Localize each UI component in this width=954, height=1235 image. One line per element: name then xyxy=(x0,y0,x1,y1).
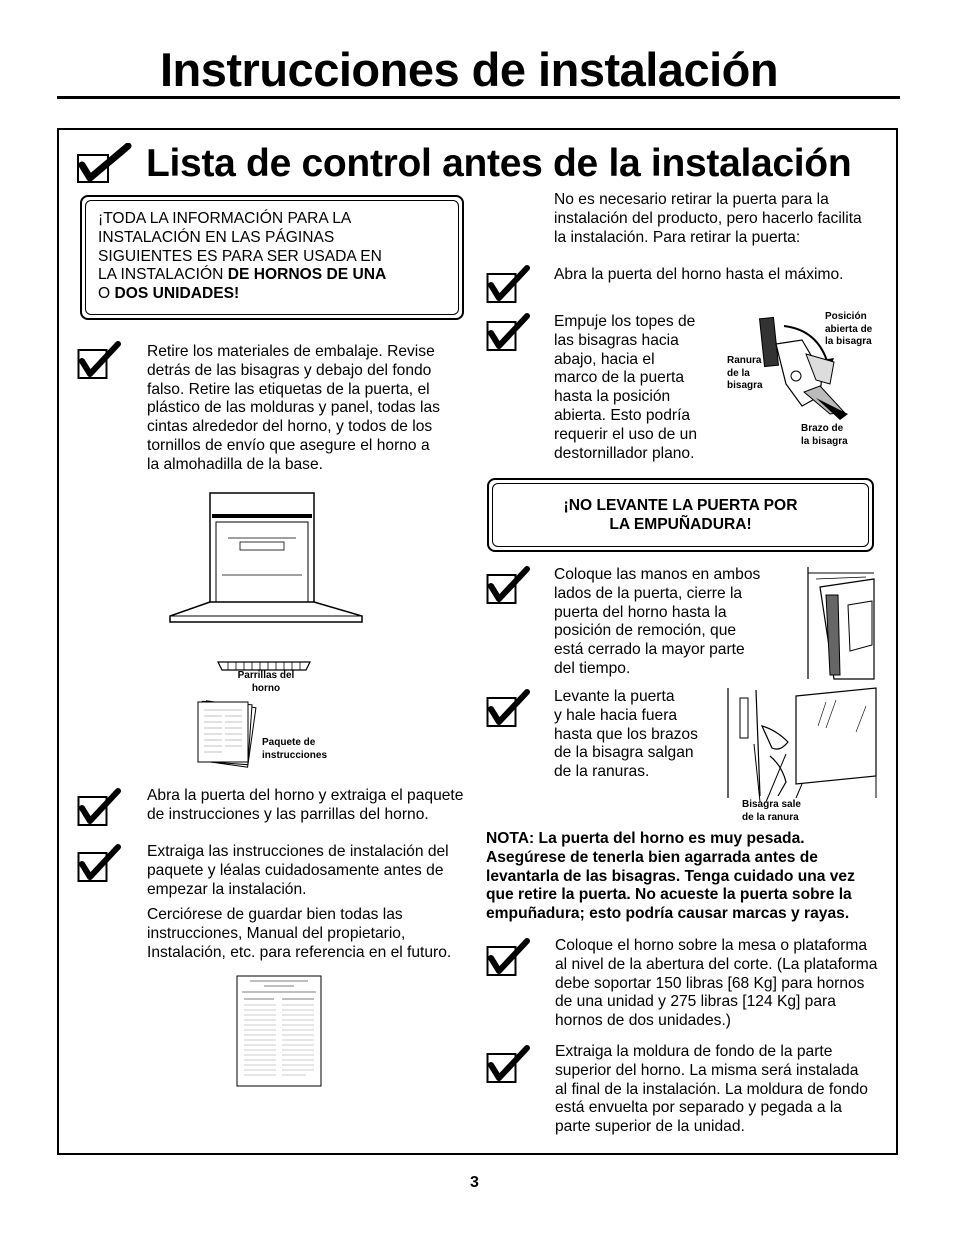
instruction-package-illustration xyxy=(192,700,260,770)
step-remove-trim: Extraiga la moldura de fondo de la parte superior del horno. La misma será instalada al final de la instalación. La moldura de fondo está envuelta por separado y pegada a la parte superior de la unidad. xyxy=(555,1043,868,1136)
hinge-out-pointer xyxy=(740,740,800,804)
hinge-slot-label: Ranura de la bisagra xyxy=(727,355,763,391)
page-number: 3 xyxy=(470,1174,479,1191)
checkbox-icon xyxy=(486,312,530,352)
checkbox-icon xyxy=(486,264,530,304)
checkbox-icon xyxy=(486,1044,530,1084)
step-remove-packaging: Retire los materiales de embalaje. Revise detrás de las bisagras y debajo del fondo falso. Retire las etiquetas de la puerta, el plástico de las molduras y panel, todas las cintas alrededor del horno, y todos de los tornillos de envío que asegure el horno a la almohadilla de la base. xyxy=(147,343,440,473)
door-weight-note: NOTA: La puerta del horno es muy pesada. Asegúrese de tenerla bien agarrada antes de levantarla de las bisagras. Tenga cuidado una vez que retire la puerta. No acueste la puerta sobre la empuñadura; esto podría causar marcas y rayas. xyxy=(486,830,855,923)
open-oven-illustration xyxy=(166,490,366,630)
notice-text: ¡TODA LA INFORMACIÓN PARA LA INSTALACIÓN EN LAS PÁGINAS SIGUIENTES ES PARA SER USADA EN LA INSTALACIÓN DE HORNOS DE UNA O DOS UNIDADES! xyxy=(98,210,387,303)
step-keep-instructions: Cerciórese de guardar bien todas las instrucciones, Manual del propietario, Instalación, etc. para referencia en el futuro. xyxy=(147,906,452,961)
step-read-instructions: Extraiga las instrucciones de instalación del paquete y léalas cuidadosamente antes de empezar la instalación. xyxy=(147,843,449,898)
step-close-to-removal-position: Coloque las manos en ambos lados de la puerta, cierre la puerta del horno hasta la posición de remoción, que está cerrado la mayor parte del tiempo. xyxy=(554,566,761,677)
checkbox-icon xyxy=(486,688,530,728)
checkbox-icon xyxy=(77,340,121,380)
racks-label: Parrillas del horno xyxy=(237,670,295,694)
hinge-out-label: Bisagra sale de la ranura xyxy=(742,799,801,823)
hinge-open-position-label: Posición abierta de la bisagra xyxy=(825,311,873,347)
section-checkbox-icon xyxy=(76,143,134,185)
step-place-oven-on-platform: Coloque el horno sobre la mesa o plataforma al nivel de la abertura del corte. (La plataforma debe soportar 150 libras [68 Kg] para hornos de una unidad y 275 libras [124 Kg] para hornos de dos unidades.) xyxy=(555,937,878,1030)
warning-text: ¡NO LEVANTE LA PUERTA POR LA EMPUÑADURA! xyxy=(563,497,798,533)
section-title: Lista de control antes de la instalación xyxy=(146,142,852,185)
instruction-sheet-illustration xyxy=(236,975,322,1087)
title-divider xyxy=(57,96,900,99)
hinge-arm-label: Brazo de la bisagra xyxy=(801,423,848,447)
step-open-door: Abra la puerta del horno hasta el máximo. xyxy=(554,266,844,283)
checkbox-icon xyxy=(486,565,530,605)
checkbox-icon xyxy=(77,843,121,883)
step-extract-package: Abra la puerta del horno y extraiga el paquete de instrucciones y las parrillas del horno. xyxy=(147,787,464,823)
checkbox-icon xyxy=(77,787,121,827)
package-label: Paquete de instrucciones xyxy=(262,737,328,761)
step-lift-door: Levante la puerta y hale hacia fuera hasta que los brazos de la bisagra salgan de la ranuras. xyxy=(554,688,698,781)
door-closing-illustration xyxy=(806,565,876,681)
door-removal-intro: No es necesario retirar la puerta para la instalación del producto, pero hacerlo facilita la instalación. Para retirar la puerta: xyxy=(554,191,862,246)
step-push-hinge-stops: Empuje los topes de las bisagras hacia abajo, hacia el marco de la puerta hasta la posición abierta. Esto podría requerir el uso de un destornillador plano. xyxy=(554,313,698,462)
checkbox-icon xyxy=(486,937,530,977)
page-title: Instrucciones de instalación xyxy=(160,43,779,96)
